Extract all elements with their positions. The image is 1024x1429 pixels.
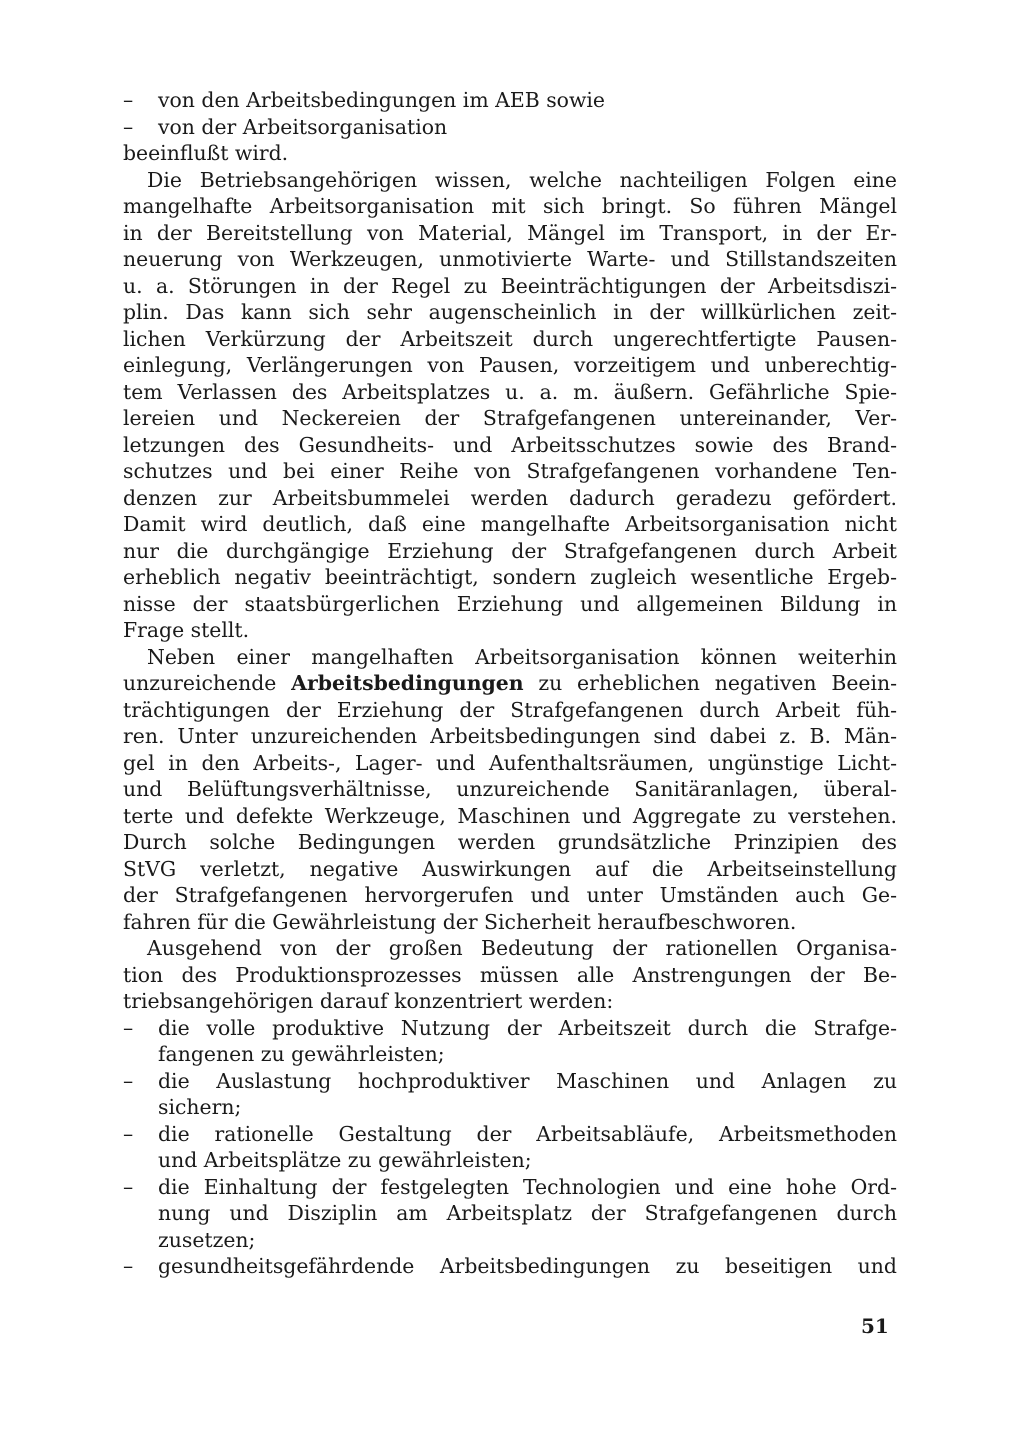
text-line: lereien und Neckereien der Strafgefangenen untereinander, Ver- [123,406,897,430]
opening-bullet-2 [123,114,897,141]
text-line: Durch solche Bedingungen werden grundsätzliche Prinzipien des [123,830,897,854]
text-line: terte und defekte Werkzeuge, Maschinen und Aggregate zu verstehen. [123,803,897,828]
text-line: Ausgehend von der großen Bedeutung der rationellen Organisa- [147,936,897,960]
page-number: 51 [861,1314,889,1338]
text-line: nisse der staatsbürgerlichen Erziehung und allgemeinen Bildung in [123,591,897,616]
text-line: denzen zur Arbeitsbummelei werden dadurch geradezu gefördert. [123,485,897,510]
list-item-text: die Auslastung hochproduktiver Maschinen und Anlagen zu [158,1068,897,1093]
bullet-text: von den Arbeitsbedingungen im AEB sowie [158,88,605,112]
task-list [123,1015,897,1280]
list-item [123,1068,897,1095]
text-line: fahren für die Gewährleistung der Sicherheit heraufbeschworen. [123,909,797,934]
bullet-dash: – [123,88,134,112]
list-item-text: gesundheitsgefährdende Arbeitsbedingungen zu beseitigen und [158,1254,897,1278]
text-line: trächtigungen der Erziehung der Strafgefangenen durch Arbeit füh- [123,697,897,722]
text-line: der Strafgefangenen hervorgerufen und unter Umständen auch Ge- [123,883,897,907]
text-run: zu erheblichen negativen Beein- [523,671,897,695]
text-line: nur die durchgängige Erziehung der Strafgefangenen durch Arbeit [123,538,897,563]
text-line: in der Bereitstellung von Material, Mängel im Transport, in der Er- [123,220,897,245]
list-item-continuation: zusetzen; [158,1227,256,1252]
paragraph-2 [123,644,897,936]
text-line: Damit wird deutlich, daß eine mangelhafte Arbeitsorganisation nicht [123,512,897,536]
list-item [123,1174,897,1201]
list-item-continuation: und Arbeitsplätze zu gewährleisten; [158,1148,532,1172]
list-item-text: die Einhaltung der festgelegten Technologien und eine hohe Ord- [158,1174,897,1199]
paragraph-1 [123,167,897,644]
text-line: u. a. Störungen in der Regel zu Beeinträchtigungen der Arbeitsdiszi- [123,273,897,298]
bullet-dash: – [123,1174,134,1199]
text-line: neuerung von Werkzeugen, unmotivierte Warte- und Stillstandszeiten [123,247,897,271]
list-item [123,1015,897,1042]
text-line: Neben einer mangelhaften Arbeitsorganisation können weiterhin [147,644,897,669]
list-item [123,1121,897,1148]
text-line: tion des Produktionsprozesses müssen alle Anstrengungen der Be- [123,962,897,987]
list-item-continuation: fangenen zu gewährleisten; [158,1042,445,1066]
paragraph-3 [123,935,897,1015]
text-line: Die Betriebsangehörigen wissen, welche nachteiligen Folgen eine [147,167,897,192]
text-line: lichen Verkürzung der Arbeitszeit durch ungerechtfertigte Pausen- [123,326,897,351]
text-line: StVG verletzt, negative Auswirkungen auf die Arbeitseinstellung [123,856,897,881]
text-line: gel in den Arbeits-, Lager- und Aufenthaltsräumen, ungünstige Licht- [123,750,897,775]
text-line: ren. Unter unzureichenden Arbeitsbedingungen sind dabei z. B. Män- [123,724,897,748]
bullet-text: von der Arbeitsorganisation [158,114,448,139]
page-body [123,87,897,1280]
list-item-text: die rationelle Gestaltung der Arbeitsabläufe, Arbeitsmethoden [158,1121,897,1146]
bullet-dash: – [123,1254,134,1278]
text-line: Frage stellt. [123,618,250,642]
text-line: erheblich negativ beeinträchtigt, sondern zugleich wesentliche Ergeb- [123,565,897,589]
opening-bullet-1 [123,87,897,114]
bullet-dash: – [123,1015,134,1040]
text-line [123,670,897,697]
text-line: einlegung, Verlängerungen von Pausen, vorzeitigem und unberechtig- [123,353,897,377]
list-item [123,1253,897,1280]
text-run: unzureichende [123,671,292,695]
text-line: schutzes und bei einer Reihe von Strafgefangenen vorhandene Ten- [123,459,897,483]
text-line: letzungen des Gesundheits- und Arbeitsschutzes sowie des Brand- [123,432,897,457]
emphasized-term: Arbeitsbedingungen [291,671,524,695]
bullet-dash: – [123,114,134,139]
list-item-continuation: sichern; [158,1095,242,1119]
text-line: triebsangehörigen darauf konzentriert werden: [123,989,614,1013]
text-line: tem Verlassen des Arbeitsplatzes u. a. m. äußern. Gefährliche Spie- [123,379,897,404]
text-line: plin. Das kann sich sehr augenscheinlich in der willkürlichen zeit- [123,300,897,324]
list-item-continuation: nung und Disziplin am Arbeitsplatz der Strafgefangenen durch [158,1201,897,1225]
list-item-text: die volle produktive Nutzung der Arbeitszeit durch die Strafge- [158,1015,897,1040]
bullet-dash: – [123,1068,134,1093]
opening-tail: beeinflußt wird. [123,141,289,165]
text-line: mangelhafte Arbeitsorganisation mit sich bringt. So führen Mängel [123,194,897,218]
bullet-dash: – [123,1121,134,1146]
text-line: und Belüftungsverhältnisse, unzureichende Sanitäranlagen, überal- [123,777,897,801]
